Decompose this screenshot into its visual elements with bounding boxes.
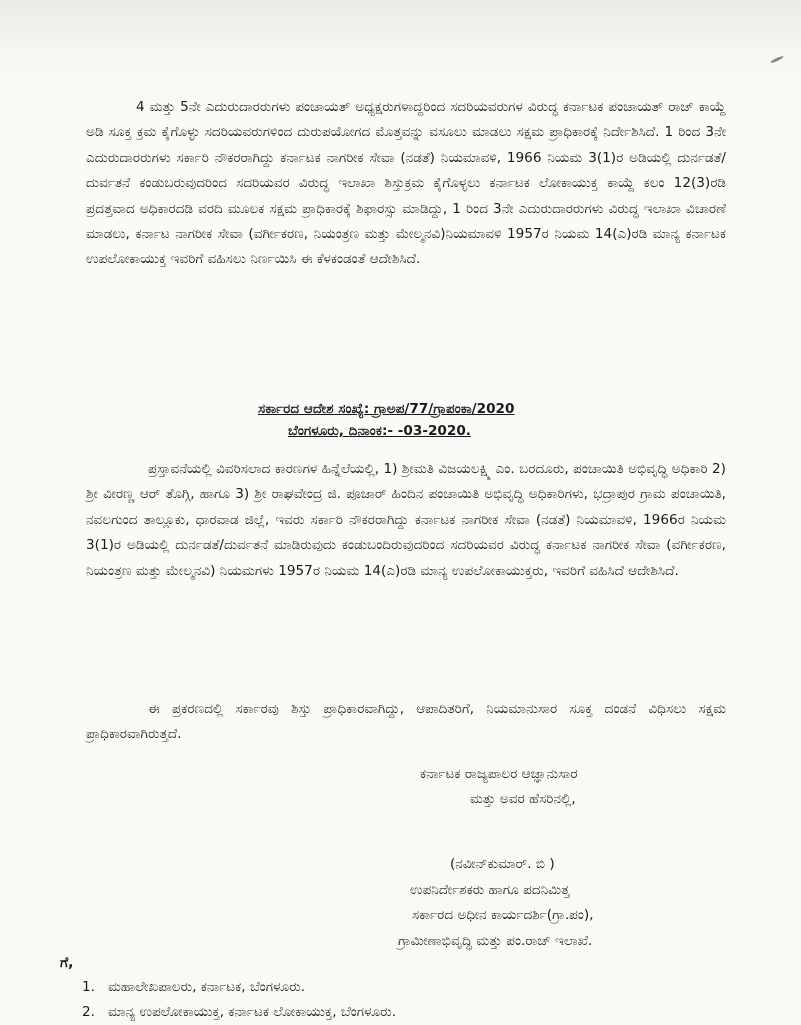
list-item	[82, 1000, 742, 1025]
signatory-title-2: ಸರ್ಕಾರದ ಅಧೀನ ಕಾರ್ಯದರ್ಶಿ(ಗ್ರಾ.ಪಂ),	[412, 907, 594, 923]
paragraph-order: ಪ್ರಸ್ತಾವನೆಯಲ್ಲಿ ವಿವರಿಸಲಾದ ಕಾರಣಗಳ ಹಿನ್ನೆಲೆಯಲ್ಲಿ, 1) ಶ್ರೀಮತಿ ವಿಜಯಲಕ್ಷ್ಮಿ ಎಂ. ಬರದೂರು, ಪಂಚಾಯಿತಿ ಅಭಿವೃದ್ಧಿ ಅಧಿಕಾರಿ 2) ಶ್ರೀ ವೀರಣ್ಣ ಆರ್ ತೊಗ್ಗಿ, ಹಾಗೂ 3) ಶ್ರೀ ರಾಘವೇಂದ್ರ ಜಿ. ಪೂಜಾರ್ ಹಿಂದಿನ ಪಂಚಾಯಿತಿ ಅಭಿವೃದ್ಧಿ ಅಧಿಕಾರಿಗಳು, ಭದ್ರಾಪುರ ಗ್ರಾಮ ಪಂಚಾಯಿತಿ, ನವಲಗುಂದ ತಾಲ್ಲೂಕು, ಧಾರವಾಡ ಜಿಲ್ಲೆ, ಇವರು ಸರ್ಕಾರಿ ನೌಕರರಾಗಿದ್ದು ಕರ್ನಾಟಕ ನಾಗರೀಕ ಸೇವಾ (ನಡತೆ) ನಿಯಮಾವಳಿ, 1966ರ ನಿಯಮ 3(1)ರ ಅಡಿಯಲ್ಲಿ ದುರ್ನಡತೆ/ದುರ್ವತನೆ ಮಾಡಿರುವುದು ಕಂಡುಬಂದಿರುವುದರಿಂದ ಸದರಿಯವರ ವಿರುದ್ಧ ಕರ್ನಾಟಕ ನಾಗರೀಕ ಸೇವಾ (ವರ್ಗೀಕರಣ, ನಿಯಂತ್ರಣ ಮತ್ತು ಮೇಲ್ಮನವಿ) ನಿಯಮಗಳು 1957ರ ನಿಯಮ 14(ಎ)ರಡಿ ಮಾನ್ಯ ಉಪಲೋಕಾಯುಕ್ತರು, ಇವರಿಗೆ ವಹಿಸಿದೆ ಆದೇಶಿಸಿದೆ.	[86, 461, 726, 579]
signatory-block	[398, 852, 770, 954]
signatory-title-1: ಉಪನಿರ್ದೇಶಕರು ಹಾಗೂ ಪದನಿಮಿತ್ತ	[410, 881, 570, 898]
signatory-name: (ನವೀನ್‌ಕುಮಾರ್. ಬಿ )	[450, 856, 555, 872]
recipient-list	[82, 975, 742, 1025]
scan-mark	[770, 55, 784, 64]
order-number: ಸರ್ಕಾರದ ಆದೇಶ ಸಂಖ್ಯೆ: ಗ್ರಾಅಪ/77/ಗ್ರಾಪಂಕಾ/2020	[258, 401, 515, 417]
order-heading	[240, 398, 600, 442]
list-item-text: ಮಾನ್ಯ ಉಪಲೋಕಾಯುಕ್ತ, ಕರ್ನಾಟಕ ಲೋಕಾಯುಕ್ತ, ಬೆಂಗಳೂರು.	[108, 1004, 397, 1020]
to-label: ಗೆ,	[60, 955, 74, 971]
by-order-block	[420, 762, 750, 812]
list-item-text: ಮಹಾಲೇಖಪಾಲರು, ಕರ್ನಾಟಕ, ಬೆಂಗಳೂರು.	[108, 979, 306, 995]
order-date: ಬೆಂಗಳೂರು, ದಿನಾಂಕ:- -03-2020.	[288, 423, 471, 439]
by-order-line2: ಮತ್ತು ಅವರ ಹೆಸರಿನಲ್ಲಿ,	[470, 791, 576, 807]
list-item-number: 2.	[82, 1004, 95, 1020]
by-order-line1: ಕರ್ನಾಟಕ ರಾಜ್ಯಪಾಲರ ಆಜ್ಞಾನುಸಾರ	[420, 766, 578, 782]
list-item	[82, 975, 742, 1000]
paragraph-authority: ಈ ಪ್ರಕರಣದಲ್ಲಿ ಸರ್ಕಾರವು ಶಿಸ್ತು ಪ್ರಾಧಿಕಾರವಾಗಿದ್ದು, ಆಪಾದಿತರಿಗೆ, ನಿಯಮಾನುಸಾರ ಸೂಕ್ತ ದಂಡನೆ ವಿಧಿಸಲು ಸಕ್ಷಮ ಪ್ರಾಧಿಕಾರವಾಗಿರುತ್ತದೆ.	[86, 701, 726, 743]
signatory-title-3: ಗ್ರಾಮೀಣಾಭಿವೃದ್ಧಿ ಮತ್ತು ಪಂ.ರಾಜ್ ಇಲಾಖೆ.	[398, 932, 593, 949]
paragraph-findings: 4 ಮತ್ತು 5ನೇ ಎದುರುದಾರರುಗಳು ಪಂಚಾಯತ್ ಅಧ್ಯಕ್ಷರುಗಳಾದ್ದರಿಂದ ಸದರಿಯವರುಗಳ ವಿರುದ್ಧ ಕರ್ನಾಟಕ ಪಂಚಾಯತ್ ರಾಜ್ ಕಾಯ್ದೆ ಅಡಿ ಸೂಕ್ತ ಕ್ರಮ ಕೈಗೊಳ್ಳು ಸದರಿಯವರುಗಳಿಂದ ದುರುಪಯೋಗದ ಮೊತ್ತವನ್ನು ವಸೂಲು ಮಾಡಲು ಸಕ್ಷಮ ಪ್ರಾಧಿಕಾರಕ್ಕೆ ನಿರ್ದೇಶಿಸಿದೆ. 1 ರಿಂದ 3ನೇ ಎದುರುದಾರರುಗಳು ಸರ್ಕಾರಿ ನೌಕರರಾಗಿದ್ದು ಕರ್ನಾಟಕ ನಾಗರೀಕ ಸೇವಾ (ನಡತೆ) ನಿಯಮಾವಳಿ, 1966 ನಿಯಮ 3(1)ರ ಅಡಿಯಲ್ಲಿ ದುರ್ನಡತೆ/ದುರ್ವತನೆ ಕಂಡುಬರುವುದರಿಂದ ಸದರಿಯವರ ವಿರುದ್ಧ ಇಲಾಖಾ ಶಿಸ್ತುಕ್ರಮ ಕೈಗೊಳ್ಳಲು ಕರ್ನಾಟಕ ಲೋಕಾಯುಕ್ತ ಕಾಯ್ದೆ ಕಲಂ 12(3)ರಡಿ ಪ್ರದತ್ತವಾದ ಅಧಿಕಾರದಡಿ ವರದಿ ಮೂಲಕ ಸಕ್ಷಮ ಪ್ರಾಧಿಕಾರಕ್ಕೆ ಶಿಫಾರಸ್ಸು ಮಾಡಿದ್ದು, 1 ರಿಂದ 3ನೇ ಎದುರುದಾರರುಗಳು ವಿರುದ್ಧ ಇಲಾಖಾ ವಿಚಾರಣೆ ಮಾಡಲು, ಕರ್ನಾಟ ನಾಗರೀಕ ಸೇವಾ (ವರ್ಗೀಕರಣ, ನಿಯಂತ್ರಣ ಮತ್ತು ಮೇಲ್ಮನವಿ)ನಿಯಮಾವಳಿ 1957ರ ನಿಯಮ 14(ಎ)ರಡಿ ಮಾನ್ಯ ಕರ್ನಾಟಕ ಉಪಲೋಕಾಯುಕ್ತ ಇವರಿಗೆ ವಹಿಸಲು ನಿರ್ಣಯಿಸಿ ಈ ಕೆಳಕಂಡಂತೆ ಆದೇಶಿಸಿದೆ.	[86, 99, 726, 268]
list-item-number: 1.	[82, 979, 95, 995]
